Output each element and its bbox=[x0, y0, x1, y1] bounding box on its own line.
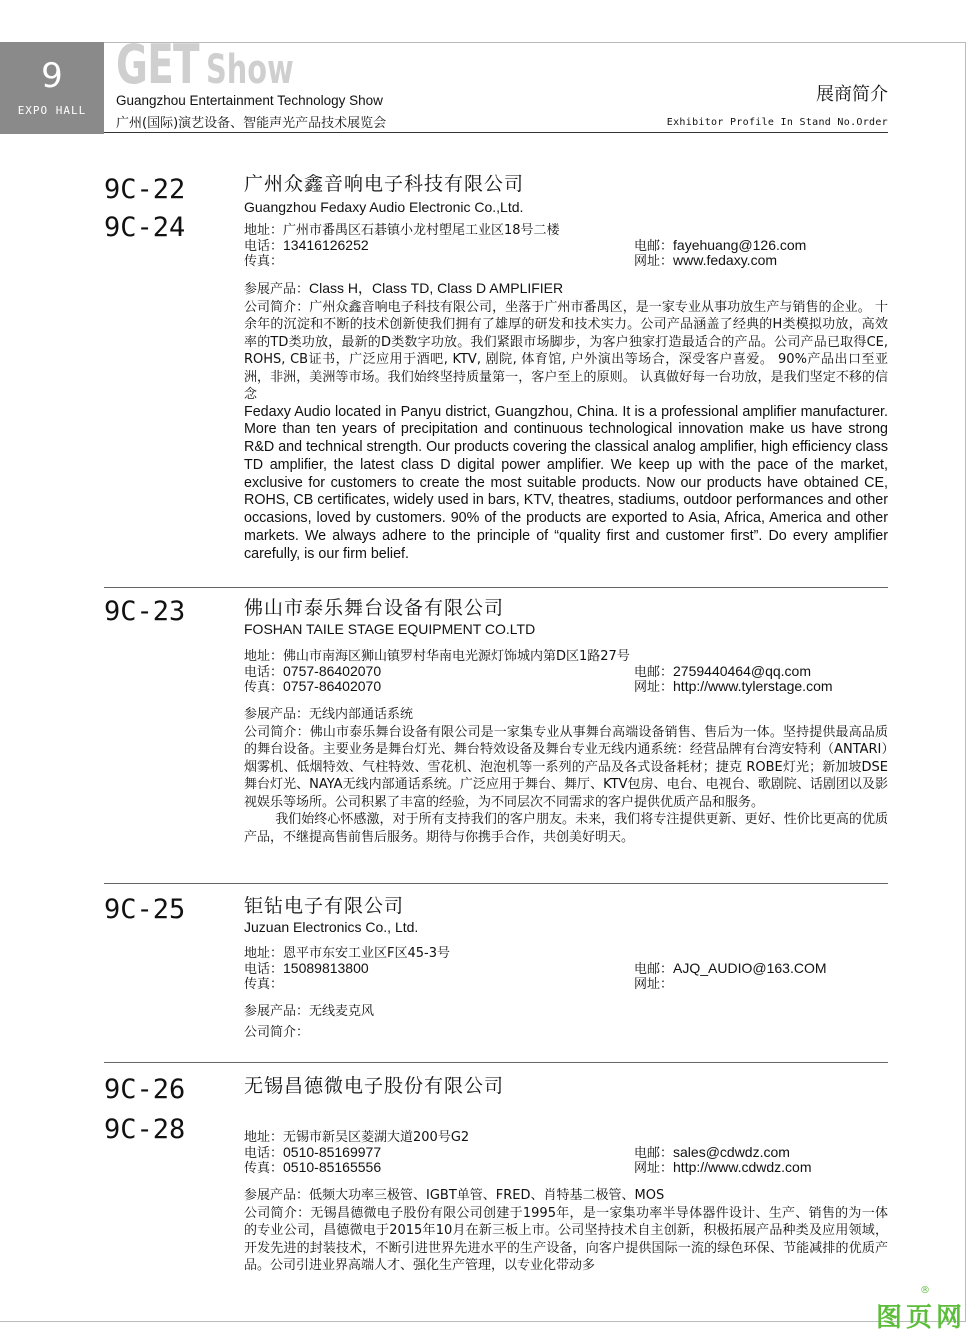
show-subtitle-cn: 广州(国际)演艺设备、智能声光产品技术展览会 bbox=[116, 116, 387, 131]
company-name-en: Guangzhou Fedaxy Audio Electronic Co.,Ltd. bbox=[244, 199, 524, 215]
company-name-en: FOSHAN TAILE STAGE EQUIPMENT CO.LTD bbox=[244, 621, 536, 637]
stand-number: 9C-24 bbox=[104, 212, 186, 243]
phone: 0510-85169977 bbox=[283, 1144, 382, 1160]
phone: 13416126252 bbox=[283, 237, 369, 253]
website[interactable]: http://www.tylerstage.com bbox=[673, 678, 833, 694]
stand-number: 9C-26 bbox=[104, 1074, 186, 1105]
fax-label: 传真： bbox=[244, 680, 284, 695]
products: 无线麦克风 bbox=[309, 1004, 375, 1019]
hall-label: EXPO HALL bbox=[17, 104, 87, 117]
products-label: 参展产品： bbox=[244, 1188, 310, 1203]
products: 无线内部通话系统 bbox=[309, 707, 414, 722]
company-intro-cn: 公司简介： bbox=[244, 1024, 310, 1040]
products: Class H，Class TD, Class D AMPLIFIER bbox=[309, 280, 564, 296]
company-name-cn: 广州众鑫音响电子科技有限公司 bbox=[244, 173, 525, 195]
address: 地址：佛山市南海区狮山镇罗村华南电光源灯饰城内第D区1路27号 bbox=[244, 649, 630, 664]
fax-label: 传真： bbox=[244, 977, 284, 992]
fax-label: 传真： bbox=[244, 1161, 284, 1176]
phone-label: 电话： bbox=[244, 1146, 284, 1161]
company-intro-cn-2: 我们始终心怀感激，对于所有支持我们的客户朋友。未来，我们将专注提供更新、更好、性价比更高的优质产品，不继提高售前售后服务。期待与你携手合作，共创美好明天。 bbox=[244, 812, 888, 845]
contact-info bbox=[244, 223, 888, 268]
stand-number: 9C-22 bbox=[104, 174, 186, 205]
phone-label: 电话： bbox=[244, 665, 284, 680]
get-show-logo bbox=[116, 33, 294, 96]
fax: 0757-86402070 bbox=[283, 678, 382, 694]
fax: 0510-85165556 bbox=[283, 1159, 382, 1175]
stand-number: 9C-28 bbox=[104, 1114, 186, 1145]
website[interactable]: http://www.cdwdz.com bbox=[673, 1159, 812, 1175]
email[interactable]: fayehuang@126.com bbox=[673, 237, 807, 253]
company-name-cn: 钜钻电子有限公司 bbox=[244, 895, 405, 917]
products-label: 参展产品： bbox=[244, 707, 310, 722]
website[interactable]: www.fedaxy.com bbox=[673, 252, 778, 268]
web-label: 网址： bbox=[634, 977, 674, 992]
hall-number: 9 bbox=[41, 56, 63, 96]
address: 地址：无锡市新吴区菱湖大道200号G2 bbox=[244, 1130, 470, 1145]
company-intro-en: Fedaxy Audio located in Panyu district, Guangzhou, China. It is a professional amplifier manufacturer. More than ten years of precipitation and continuous technological innovation make us have strong R&D and technical strength. Our products covering the classical analog amplifier, high efficiency class TD amplifier, the latest class D digital power amplifier. We keep up with the pace of the market, exclusive for customers to create the most suitable products. Now our products have obtained CE, ROHS, CB certificates, widely used in bars, KTV, theatres, stadiums, outdoor performances and other occasions, loved by customers. 90% of the products are exported to Asia, Africa, America and other markets. We always adhere to the principle of “quality first and customer first”. Do every amplifier carefully, is our firm belief. bbox=[244, 403, 888, 562]
web-label: 网址： bbox=[634, 254, 674, 269]
address: 地址：恩平市东安工业区F区45-3号 bbox=[244, 946, 450, 961]
company-intro-cn: 公司简介：广州众鑫音响电子科技有限公司，坐落于广州市番禺区，是一家专业从事功放生产与销售的企业。 十余年的沉淀和不断的技术创新使我们拥有了雄厚的研发和技术实力。公司产品涵盖了经典的H类模拟功放，高效率的TD类功放，最新的D类数字功放。我们紧跟市场脚步，为客户独家打造最适合的产品。公司产品已取得CE, ROHS, CB证书，广泛应用于酒吧, KTV, 剧院, 体育馆, 户外演出等场合，深受客户喜爱。 90%产品出口至亚洲，非洲，美洲等市场。我们始终坚持质量第一，客户至上的原则。 认真做好每一台功放，是我们坚定不移的信念 bbox=[244, 299, 888, 402]
company-intro-cn: 公司简介：佛山市泰乐舞台设备有限公司是一家集专业从事舞台高端设备销售、售后为一体。坚持提供最高品质的舞台设备。主要业务是舞台灯光、舞台特效设备及舞台专业无线内通系统：经营品牌有台湾安特利（ANTARI）烟雾机、低烟特效、气柱特效、雪花机、泡泡机等一系列的产品及各式设备耗材；捷克 ROBE灯光；新加坡DSE舞台灯光、NAYA无线内部通话系统。广泛应用于舞台、舞厅、KTV包房、电台、电视台、歌剧院、话剧团以及影视娱乐等场所。公司积累了丰富的经验，为不同层次不同需求的客户提供优质产品和服务。 bbox=[244, 724, 888, 810]
contact-info bbox=[244, 1130, 888, 1175]
logo-get: GET bbox=[116, 33, 199, 96]
contact-info bbox=[244, 649, 888, 694]
contact-info bbox=[244, 946, 888, 991]
company-intro-cn: 公司简介：无锡昌德微电子股份有限公司创建于1995年，是一家集功率半导体器件设计、生产、销售的为一体的专业公司，昌德微电于2015年10月在新三板上市。公司坚持技术自主创新，积极拓展产品种类及应用领域，开发先进的封装技术，不断引进世界先进水平的生产设备，向客户提供国际一流的绿色环保、节能减排的优质产品。公司引进业界高端人才、强化生产管理，以专业化带动多 bbox=[244, 1205, 888, 1273]
email-label: 电邮： bbox=[634, 1146, 674, 1161]
watermark-registered-mark: ® bbox=[920, 1285, 930, 1296]
address: 地址：广州市番禺区石碁镇小龙村塱尾工业区18号二楼 bbox=[244, 223, 560, 238]
company-name-cn: 佛山市泰乐舞台设备有限公司 bbox=[244, 597, 505, 619]
hall-badge bbox=[0, 42, 104, 134]
email[interactable]: 2759440464@qq.com bbox=[673, 663, 811, 679]
phone-label: 电话： bbox=[244, 962, 284, 977]
section-subtitle: Exhibitor Profile In Stand No.Order bbox=[666, 117, 888, 128]
company-name-en: Juzuan Electronics Co., Ltd. bbox=[244, 919, 419, 935]
products-label: 参展产品： bbox=[244, 282, 310, 297]
entry-divider bbox=[104, 883, 888, 884]
email[interactable]: sales@cdwdz.com bbox=[673, 1144, 790, 1160]
phone-label: 电话： bbox=[244, 239, 284, 254]
entry-divider bbox=[104, 587, 888, 588]
fax-label: 传真： bbox=[244, 254, 284, 269]
phone: 15089813800 bbox=[283, 960, 369, 976]
stand-number: 9C-23 bbox=[104, 596, 186, 627]
products-label: 参展产品： bbox=[244, 1004, 310, 1019]
section-title: 展商简介 bbox=[816, 84, 888, 105]
phone: 0757-86402070 bbox=[283, 663, 382, 679]
entry-divider bbox=[104, 1062, 888, 1063]
web-label: 网址： bbox=[634, 680, 674, 695]
logo-show: Show bbox=[206, 47, 294, 93]
web-label: 网址： bbox=[634, 1161, 674, 1176]
email[interactable]: AJQ_AUDIO@163.COM bbox=[673, 960, 827, 976]
email-label: 电邮： bbox=[634, 239, 674, 254]
header-divider bbox=[104, 132, 888, 133]
watermark-logo: 图页网 bbox=[875, 1303, 966, 1333]
company-name-cn: 无锡昌德微电子股份有限公司 bbox=[244, 1075, 505, 1097]
email-label: 电邮： bbox=[634, 962, 674, 977]
stand-number: 9C-25 bbox=[104, 894, 186, 925]
show-subtitle-en: Guangzhou Entertainment Technology Show bbox=[116, 93, 383, 108]
products: 低频大功率三极管、IGBT单管、FRED、肖特基二极管、MOS bbox=[309, 1188, 665, 1203]
email-label: 电邮： bbox=[634, 665, 674, 680]
